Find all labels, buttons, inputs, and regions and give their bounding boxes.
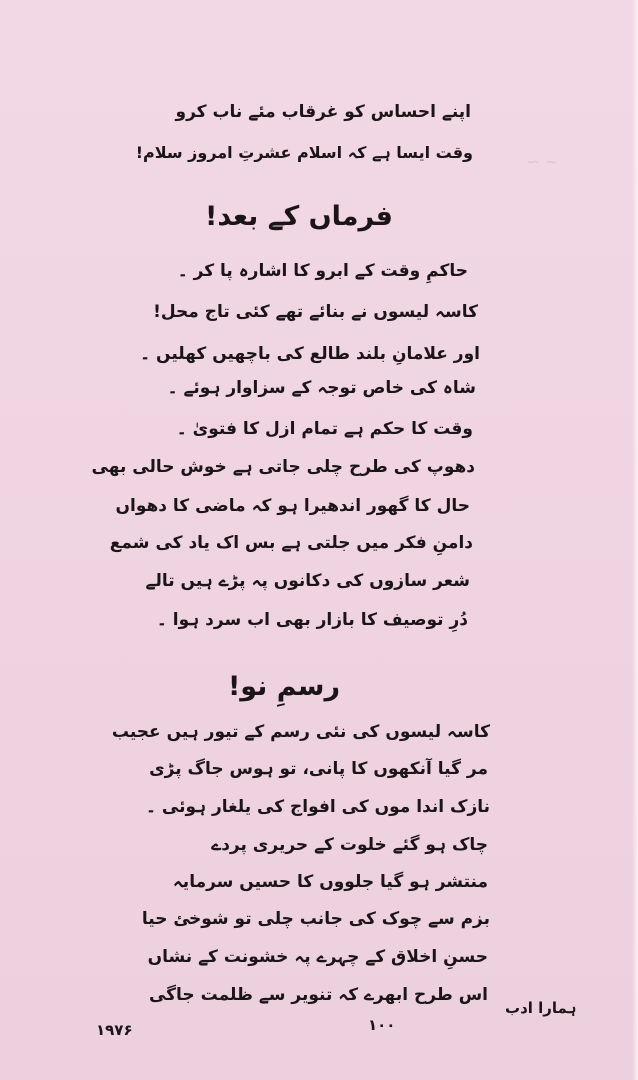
poem-1-line: اور علامانِ بلند طالع کی باچھیں کھلیں ۔	[140, 344, 480, 364]
poem-2-line: حسنِ اخلاق کے چہرے پہ خشونت کے نشاں	[147, 947, 488, 967]
poem-2-line: منتشر ہو گیا جلووں کا حسیں سرمایہ	[172, 872, 488, 892]
poem-1-line: وقت کا حکم ہے تمام ازل کا فتویٰ ۔	[176, 419, 473, 439]
poem-2-line: مر گیا آنکھوں کا پانی، تو ہوس جاگ پڑی	[149, 759, 488, 779]
poem-1-line: دُرِ توصیف کا بازار بھی اب سرد ہوا ۔	[156, 610, 468, 630]
poem-1-line: دامنِ فکر میں جلتی ہے بس اک یاد کی شمع	[109, 533, 473, 553]
show-through-decoration: ∽ ∼	[526, 152, 558, 171]
poem-2-line: اس طرح ابھرے کہ تنویر سے ظلمت جاگی	[148, 985, 488, 1005]
poem-1-line: دھوپ کی طرح چلی جاتی ہے خوش حالی بھی	[91, 457, 475, 477]
footer-journal-name: ہمارا ادب	[505, 999, 577, 1017]
intro-line-1: اپنے احساس کو غرقاب مئے ناب کرو	[175, 102, 471, 122]
poem-2-line: نازک اندا موں کی افواج کی یلغار ہوئی ۔	[146, 797, 490, 817]
footer-year: ۱۹۷۶	[96, 1021, 133, 1039]
intro-line-2: وقت ایسا ہے کہ اسلام عشرتِ امروز سلام!	[135, 143, 473, 162]
footer-page-number: ۱۰۰	[368, 1016, 396, 1034]
poem-2-line: کاسہ لیسوں کی نئی رسم کے تیور ہیں عجیب	[111, 722, 490, 742]
poem-1-line: حاکمِ وقت کے ابرو کا اشارہ پا کر ۔	[177, 261, 468, 281]
page-edge	[632, 0, 638, 1080]
poem-1-line: شعر سازوں کی دکانوں پہ پڑے ہیں تالے	[145, 571, 470, 591]
poem-1-line: شاہ کی خاص توجہ کے سزاوار ہوئے ۔	[167, 378, 476, 398]
poem-2-line: چاک ہو گئے خلوت کے حریری پردے	[211, 835, 488, 855]
poem-1-title: فرماں کے بعد!	[205, 201, 393, 232]
poem-2-title: رسمِ نو!	[227, 671, 340, 702]
poem-2-line: بزم سے چوک کی جانب چلی تو شوخئ حیا	[141, 909, 490, 929]
poem-1-line: کاسہ لیسوں نے بنائے تھے کئی تاج محل!	[153, 302, 478, 322]
poem-1-line: حال کا گھور اندھیرا ہو کہ ماضی کا دھواں	[115, 496, 470, 516]
